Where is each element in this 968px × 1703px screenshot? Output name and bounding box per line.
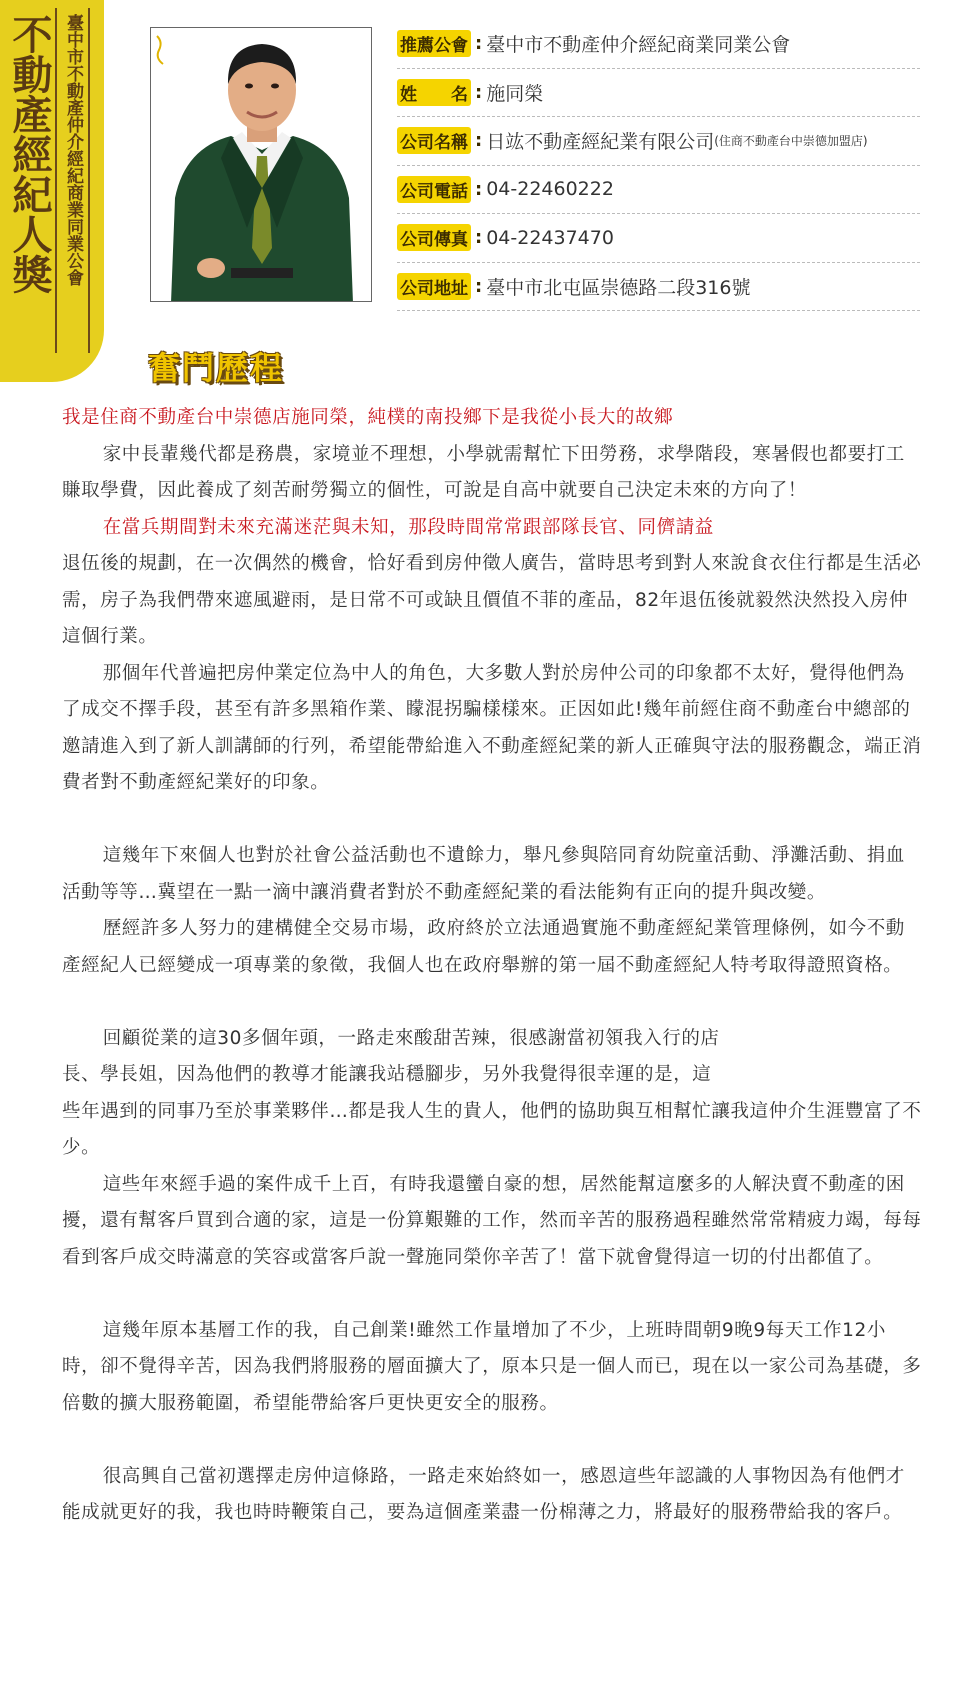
phone-value: 04-22460222 — [486, 178, 614, 201]
article-line: 長、學長姐，因為他們的教導才能讓我站穩腳步，另外我覺得很幸運的是，這 — [62, 1064, 712, 1085]
banner-divider — [55, 8, 57, 353]
association-value: 臺中市不動產仲介經紀商業同業公會 — [486, 34, 791, 57]
info-label: 公司地址 — [397, 273, 471, 300]
portrait-illustration — [151, 28, 372, 302]
address-value: 臺中市北屯區崇德路二段316號 — [486, 276, 751, 299]
info-label: 推薦公會 — [397, 30, 471, 57]
article-body — [62, 400, 922, 1532]
info-row-fax — [397, 214, 920, 263]
article-paragraph: 那個年代普遍把房仲業定位為中人的角色，大多數人對於房仲公司的印象都不太好，覺得他們為了成交不擇手段，甚至有許多黑箱作業、矇混拐騙樣樣來。正因如此!幾年前經住商不動產台中總部的邀請進入到了新人訓講師的行列，希望能帶給進入不動產經紀業的新人正確與守法的服務觀念，端正消費者對不動產經紀業好的印象。 — [62, 662, 922, 793]
info-label: 姓 名 — [397, 79, 471, 106]
award-banner — [0, 0, 104, 382]
info-separator: : — [475, 81, 483, 103]
paragraph-gap — [62, 984, 922, 1021]
paragraph-gap — [62, 1422, 922, 1459]
profile-info-table — [397, 20, 920, 311]
info-label: 公司傳真 — [397, 224, 471, 251]
banner-divider — [88, 8, 90, 353]
info-row-name — [397, 69, 920, 118]
article-paragraph: 歷經許多人努力的建構健全交易市場，政府終於立法通過實施不動產經紀業管理條例，如今不動產經紀人已經變成一項專業的象徵，我個人也在政府舉辦的第一屆不動產經紀人特考取得證照資格。 — [62, 918, 905, 976]
article-paragraph: 些年遇到的同事乃至於事業夥伴…都是我人生的貴人，他們的協助與互相幫忙讓我這仲介生涯豐富了不少。 — [62, 1100, 922, 1158]
profile-photo — [150, 27, 372, 302]
paragraph-gap — [62, 1276, 922, 1313]
section-title: 奮鬥歷程 — [148, 349, 285, 387]
fax-value: 04-22437470 — [486, 226, 614, 249]
article-paragraph: 退伍後的規劃，在一次偶然的機會，恰好看到房仲徵人廣告，當時思考到對人來說食衣住行都是生活必需，房子為我們帶來遮風避雨，是日常不可或缺且價值不菲的產品，82年退伍後就毅然決然投入房仲這個行業。 — [62, 553, 922, 647]
article-paragraph: 這幾年原本基層工作的我，自己創業!雖然工作量增加了不少，上班時間朝9晚9每天工作12小時，卻不覺得辛苦，因為我們將服務的層面擴大了，原本只是一個人而已，現在以一家公司為基礎，多倍數的擴大服務範圍，希望能帶給客戶更快更安全的服務。 — [62, 1319, 922, 1414]
info-separator: : — [475, 178, 483, 200]
award-subtitle: 臺中市不動產仲介經紀商業同業公會 — [63, 14, 83, 286]
info-separator: : — [475, 275, 483, 297]
company-branch-note: (住商不動產台中崇德加盟店) — [714, 134, 868, 149]
article-paragraph: 這幾年下來個人也對於社會公益活動也不遺餘力，舉凡參與陪同育幼院童活動、淨灘活動、捐血活動等等…冀望在一點一滴中讓消費者對於不動產經紀業的看法能夠有正向的提升與改變。 — [62, 845, 905, 903]
info-row-company — [397, 117, 920, 166]
article-highlight: 我是住商不動產台中崇德店施同榮，純樸的南投鄉下是我從小長大的故鄉 — [62, 407, 674, 428]
paragraph-gap — [62, 802, 922, 839]
award-title: 不動產經紀人獎 — [6, 14, 52, 294]
article-paragraph: 家中長輩幾代都是務農，家境並不理想，小學就需幫忙下田勞務，求學階段，寒暑假也都要打工賺取學費，因此養成了刻苦耐勞獨立的個性，可說是自高中就要自己決定未來的方向了！ — [62, 443, 905, 501]
info-label: 公司名稱 — [397, 127, 471, 154]
info-row-address — [397, 263, 920, 312]
info-row-association — [397, 20, 920, 69]
info-separator: : — [475, 130, 483, 152]
article-paragraph: 這些年來經手過的案件成千上百，有時我還蠻自豪的想，居然能幫這麼多的人解決賣不動產的困擾，還有幫客戶買到合適的家，這是一份算艱難的工作，然而辛苦的服務過程雖然常常精疲力竭，每每看到客戶成交時滿意的笑容或當客戶說一聲施同榮你辛苦了！當下就會覺得這一切的付出都值了。 — [62, 1173, 922, 1268]
info-separator: : — [475, 227, 483, 249]
name-value: 施同榮 — [486, 82, 544, 105]
company-value: 日竑不動產經紀業有限公司 — [486, 131, 715, 154]
info-row-phone — [397, 166, 920, 215]
article-paragraph: 很高興自己當初選擇走房仲這條路，一路走來始終如一，感恩這些年認識的人事物因為有他們才能成就更好的我，我也時時鞭策自己，要為這個產業盡一份棉薄之力，將最好的服務帶給我的客戶。 — [62, 1465, 905, 1523]
info-label: 公司電話 — [397, 176, 471, 203]
article-line: 回顧從業的這30多個年頭，一路走來酸甜苦辣，很感謝當初領我入行的店 — [102, 1027, 720, 1049]
article-highlight: 在當兵期間對未來充滿迷茫與未知，那段時間常常跟部隊長官、同儕請益 — [102, 516, 714, 538]
info-separator: : — [475, 33, 483, 55]
